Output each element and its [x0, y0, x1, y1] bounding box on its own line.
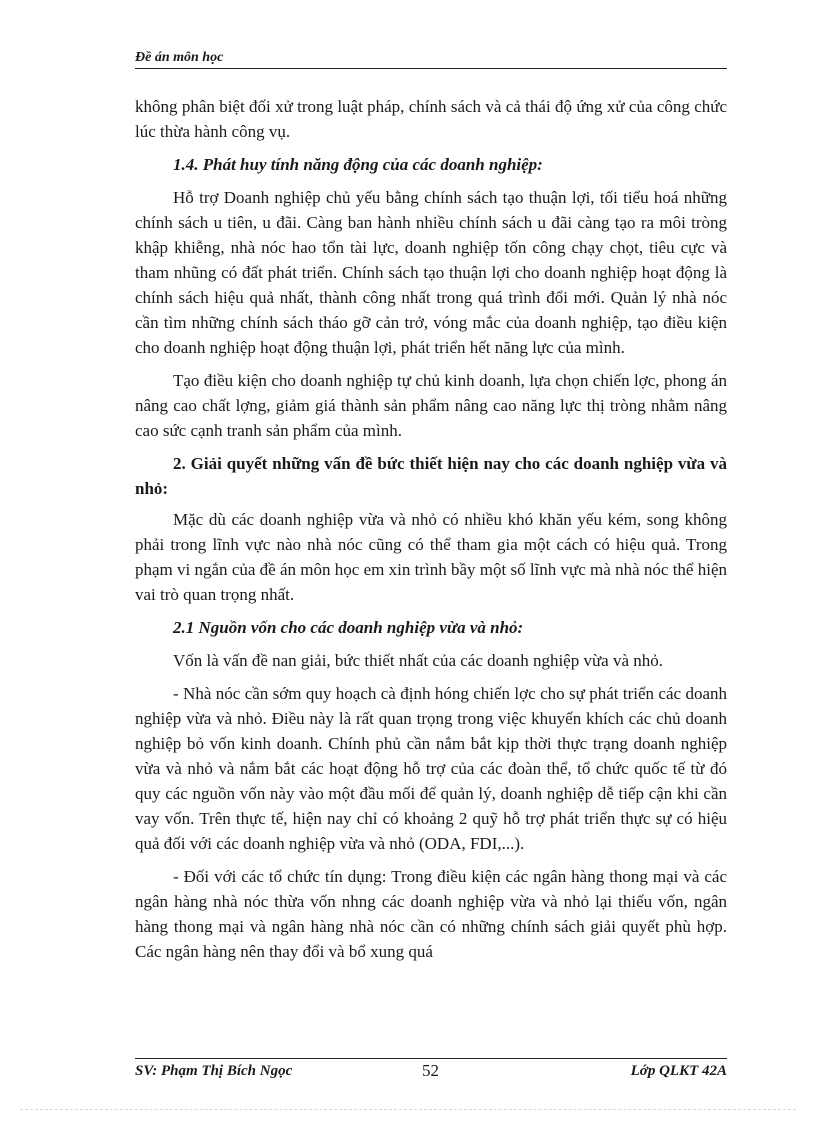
- paragraph: Hỗ trợ Doanh nghiệp chủ yếu bằng chính sách tạo thuận lợi, tối tiểu hoá những chính sách u tiên, u đãi. Càng ban hành nhiều chính sách u đãi càng tạo ra môi tròng khập khiễng, nhà nóc hao tổn tài lực, doanh nghiệp tốn công chạy chọt, tiêu cực và tham nhũng có đất phát triển. Chính sách tạo thuận lợi cho doanh nghiệp hoạt động là chính sách hiệu quả nhất, thành công nhất trong quá trình đổi mới. Quản lý nhà nóc cần tìm những chính sách tháo gỡ cản trở, vóng mắc của doanh nghiệp, tạo điều kiện cho doanh nghiệp hoạt động thuận lợi, phát triển hết năng lực của mình.: [135, 188, 727, 357]
- page-header: [135, 48, 727, 69]
- paragraph: - Đối với các tổ chức tín dụng: Trong điều kiện các ngân hàng thong mại và các ngân hàng nhà nóc thừa vốn nhng các doanh nghiệp vừa và nhỏ lại thiếu vốn, ngân hàng thong mại và ngân hàng nhà nóc cần có những chính sách giải quyết phù hợp. Các ngân hàng nên thay đổi và bổ xung quá: [135, 867, 727, 961]
- document-body: [135, 94, 727, 972]
- section-heading: 2.1 Nguồn vốn cho các doanh nghiệp vừa và nhỏ:: [173, 618, 524, 637]
- paragraph: không phân biệt đối xử trong luật pháp, chính sách và cả thái độ ứng xử của công chức lúc thừa hành công vụ.: [135, 97, 727, 141]
- header-title: Đề án môn học: [135, 50, 224, 65]
- page-number: 52: [422, 1061, 439, 1080]
- section-heading: 2. Giải quyết những vấn đề bức thiết hiện nay cho các doanh nghiệp vừa và nhỏ:: [135, 454, 727, 498]
- footer-author: SV: Phạm Thị Bích Ngọc: [135, 1063, 293, 1079]
- footer-class: Lớp QLKT 42A: [630, 1063, 727, 1079]
- paragraph: Vốn là vấn đề nan giải, bức thiết nhất của các doanh nghiệp vừa và nhỏ.: [173, 651, 664, 670]
- paragraph: Mặc dù các doanh nghiệp vừa và nhỏ có nhiều khó khăn yếu kém, song không phải trong lĩnh vực nào nhà nóc cũng có thể tham gia một cách có hiệu quả. Trong phạm vi ngắn của đề án môn học em xin trình bầy một số lĩnh vực mà nhà nóc thể hiện vai trò quan trọng nhất.: [135, 510, 727, 604]
- paragraph: - Nhà nóc cần sớm quy hoạch cà định hóng chiến lợc cho sự phát triển các doanh nghiệp vừa và nhỏ. Điều này là rất quan trọng trong việc khuyến khích các chủ doanh nghiệp bỏ vốn kinh doanh. Chính phủ cần nắm bắt kịp thời thực trạng doanh nghiệp vừa và nhỏ và nắm bắt các hoạt động hỗ trợ của các đoàn thể, tổ chức quốc tế từ đó quy các nguồn vốn này vào một đầu mối để quản lý, doanh nghiệp dễ tiếp cận khi cần vay vốn. Trên thực tế, hiện nay chỉ có khoảng 2 quỹ hỗ trợ phát triển thực sự có hiệu quả đối với các doanh nghiệp vừa và nhỏ (ODA, FDI,...).: [135, 684, 727, 853]
- paragraph: Tạo điều kiện cho doanh nghiệp tự chủ kinh doanh, lựa chọn chiến lợc, phong án nâng cao chất lợng, giảm giá thành sản phẩm nâng cao năng lực thị tròng nhằm nâng cao sức cạnh tranh sản phẩm của mình.: [135, 371, 727, 440]
- page-edge-divider: [20, 1109, 796, 1110]
- page-footer: [135, 1058, 727, 1081]
- section-heading: 1.4. Phát huy tính năng động của các doanh nghiệp:: [173, 155, 543, 174]
